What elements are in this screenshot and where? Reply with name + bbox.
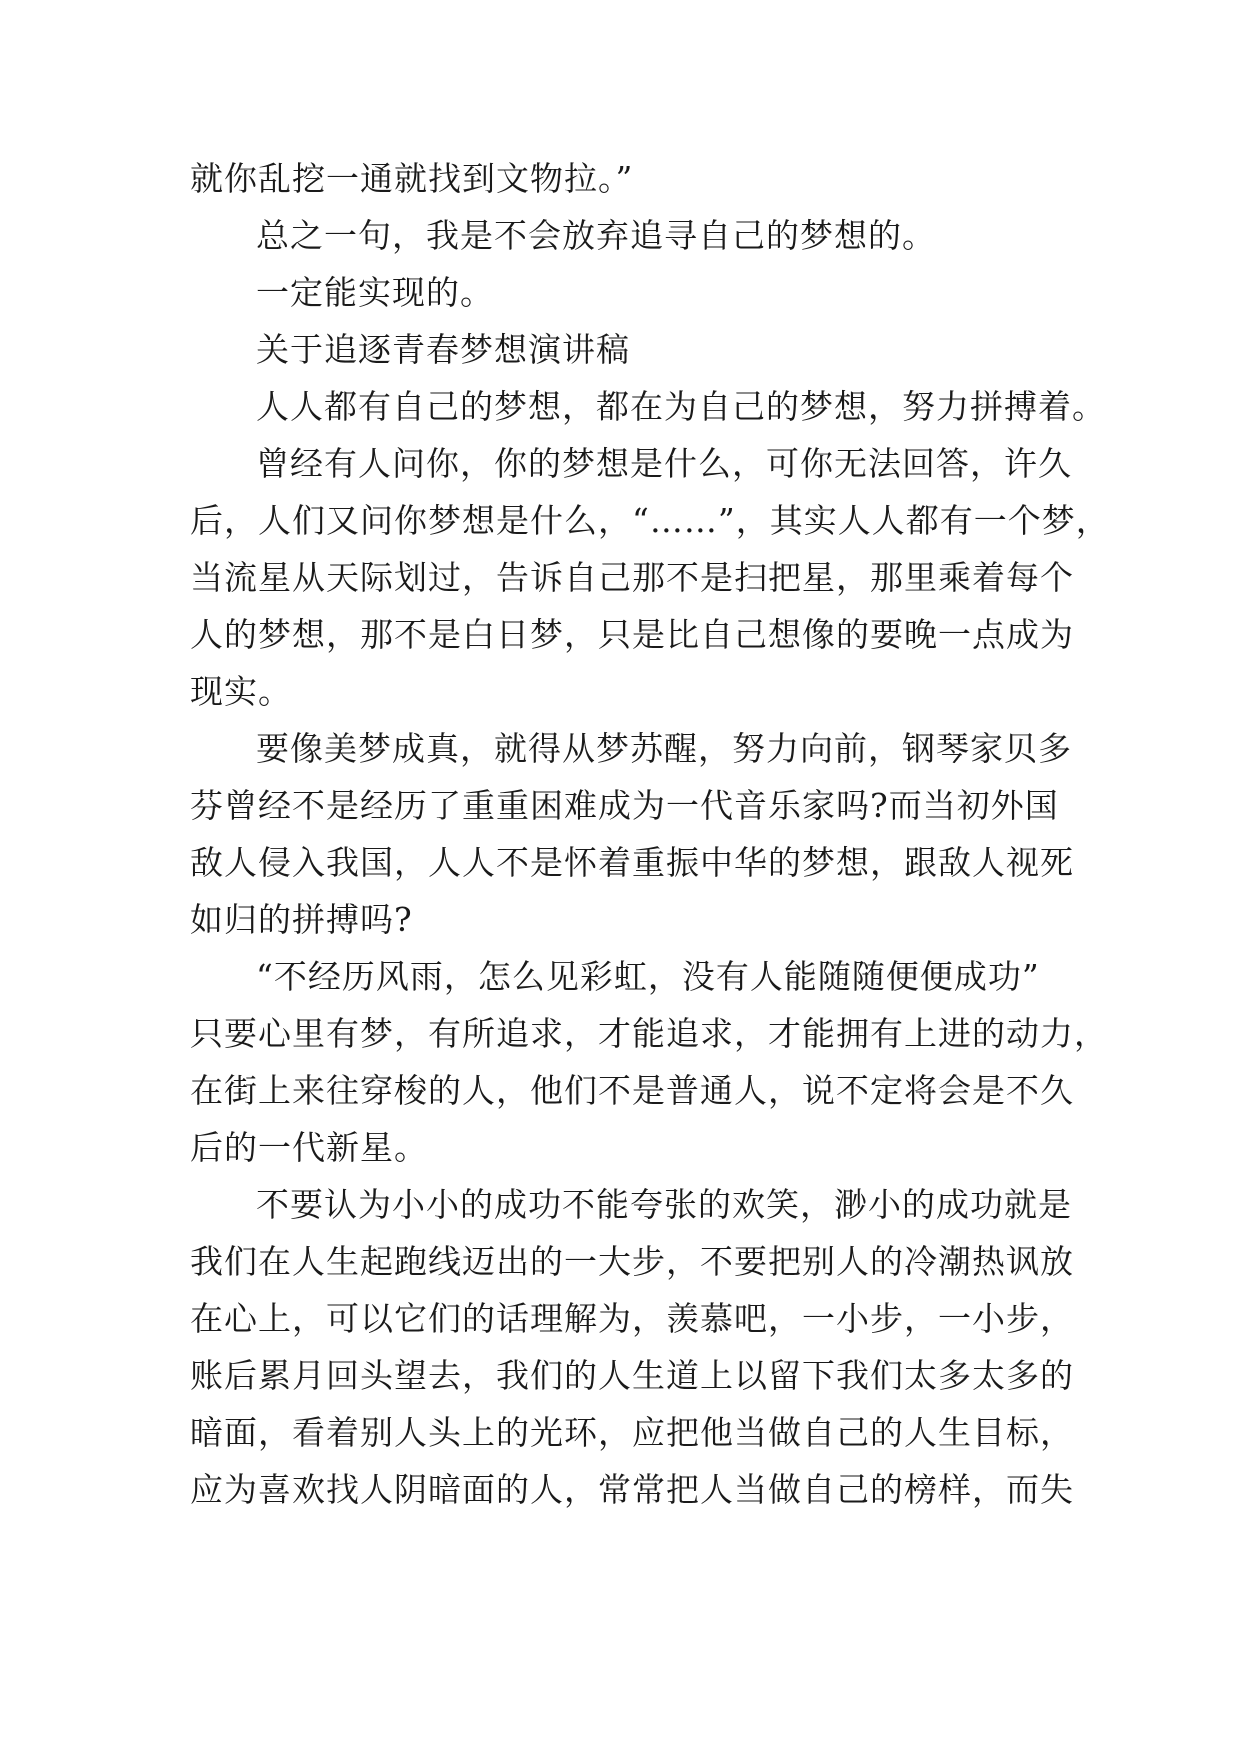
paragraph-2 bbox=[190, 207, 1060, 264]
text-line: 我们在人生起跑线迈出的一大步，不要把别人的冷潮热讽放 bbox=[190, 1242, 1074, 1281]
text-line: 一定能实现的。 bbox=[256, 273, 494, 312]
paragraph-9 bbox=[190, 1176, 1074, 1518]
text-line: 当流星从天际划过，告诉自己那不是扫把星，那里乘着每个 bbox=[190, 558, 1074, 597]
paragraph-3 bbox=[190, 264, 1060, 321]
text-line: 芬曾经不是经历了重重困难成为一代音乐家吗?而当初外国 bbox=[190, 786, 1059, 825]
paragraph-8 bbox=[190, 948, 1108, 1176]
paragraph-7 bbox=[190, 720, 1074, 948]
text-line: 如归的拼搏吗? bbox=[190, 900, 413, 939]
text-line: 要像美梦成真，就得从梦苏醒，努力向前，钢琴家贝多 bbox=[256, 729, 1072, 768]
text-line: 不要认为小小的成功不能夸张的欢笑，渺小的成功就是 bbox=[256, 1185, 1072, 1224]
paragraph-1 bbox=[190, 150, 1060, 207]
text-line: 敌人侵入我国，人人不是怀着重振中华的梦想，跟敌人视死 bbox=[190, 843, 1074, 882]
section-heading bbox=[190, 321, 1060, 378]
text-line: 在街上来往穿梭的人，他们不是普通人，说不定将会是不久 bbox=[190, 1071, 1074, 1110]
text-line: 只要心里有梦，有所追求，才能追求，才能拥有上进的动力， bbox=[190, 1014, 1108, 1053]
text-line: 总之一句，我是不会放弃追寻自己的梦想的。 bbox=[256, 216, 936, 255]
text-line: 在心上，可以它们的话理解为，羡慕吧，一小步，一小步， bbox=[190, 1299, 1074, 1338]
text-line: 暗面，看着别人头上的光环，应把他当做自己的人生目标， bbox=[190, 1413, 1074, 1452]
text-line: 人人都有自己的梦想，都在为自己的梦想，努力拼搏着。 bbox=[256, 387, 1106, 426]
text-line: 就你乱挖一通就找到文物拉。” bbox=[190, 159, 634, 198]
text-line: 曾经有人问你，你的梦想是什么，可你无法回答，许久 bbox=[256, 444, 1072, 483]
text-line: 后的一代新星。 bbox=[190, 1128, 428, 1167]
heading-text: 关于追逐青春梦想演讲稿 bbox=[256, 330, 630, 369]
text-line: “不经历风雨，怎么见彩虹，没有人能随随便便成功” bbox=[256, 957, 1040, 996]
text-line: 人的梦想，那不是白日梦，只是比自己想像的要晚一点成为 bbox=[190, 615, 1074, 654]
document-body bbox=[190, 150, 1110, 1518]
paragraph-5 bbox=[190, 378, 1106, 435]
text-line: 应为喜欢找人阴暗面的人，常常把人当做自己的榜样，而失 bbox=[190, 1470, 1074, 1509]
text-line: 现实。 bbox=[190, 672, 292, 711]
text-line: 账后累月回头望去，我们的人生道上以留下我们太多太多的 bbox=[190, 1356, 1074, 1395]
text-line: 后，人们又问你梦想是什么，“……”，其实人人都有一个梦， bbox=[190, 501, 1110, 540]
paragraph-6 bbox=[190, 435, 1110, 720]
